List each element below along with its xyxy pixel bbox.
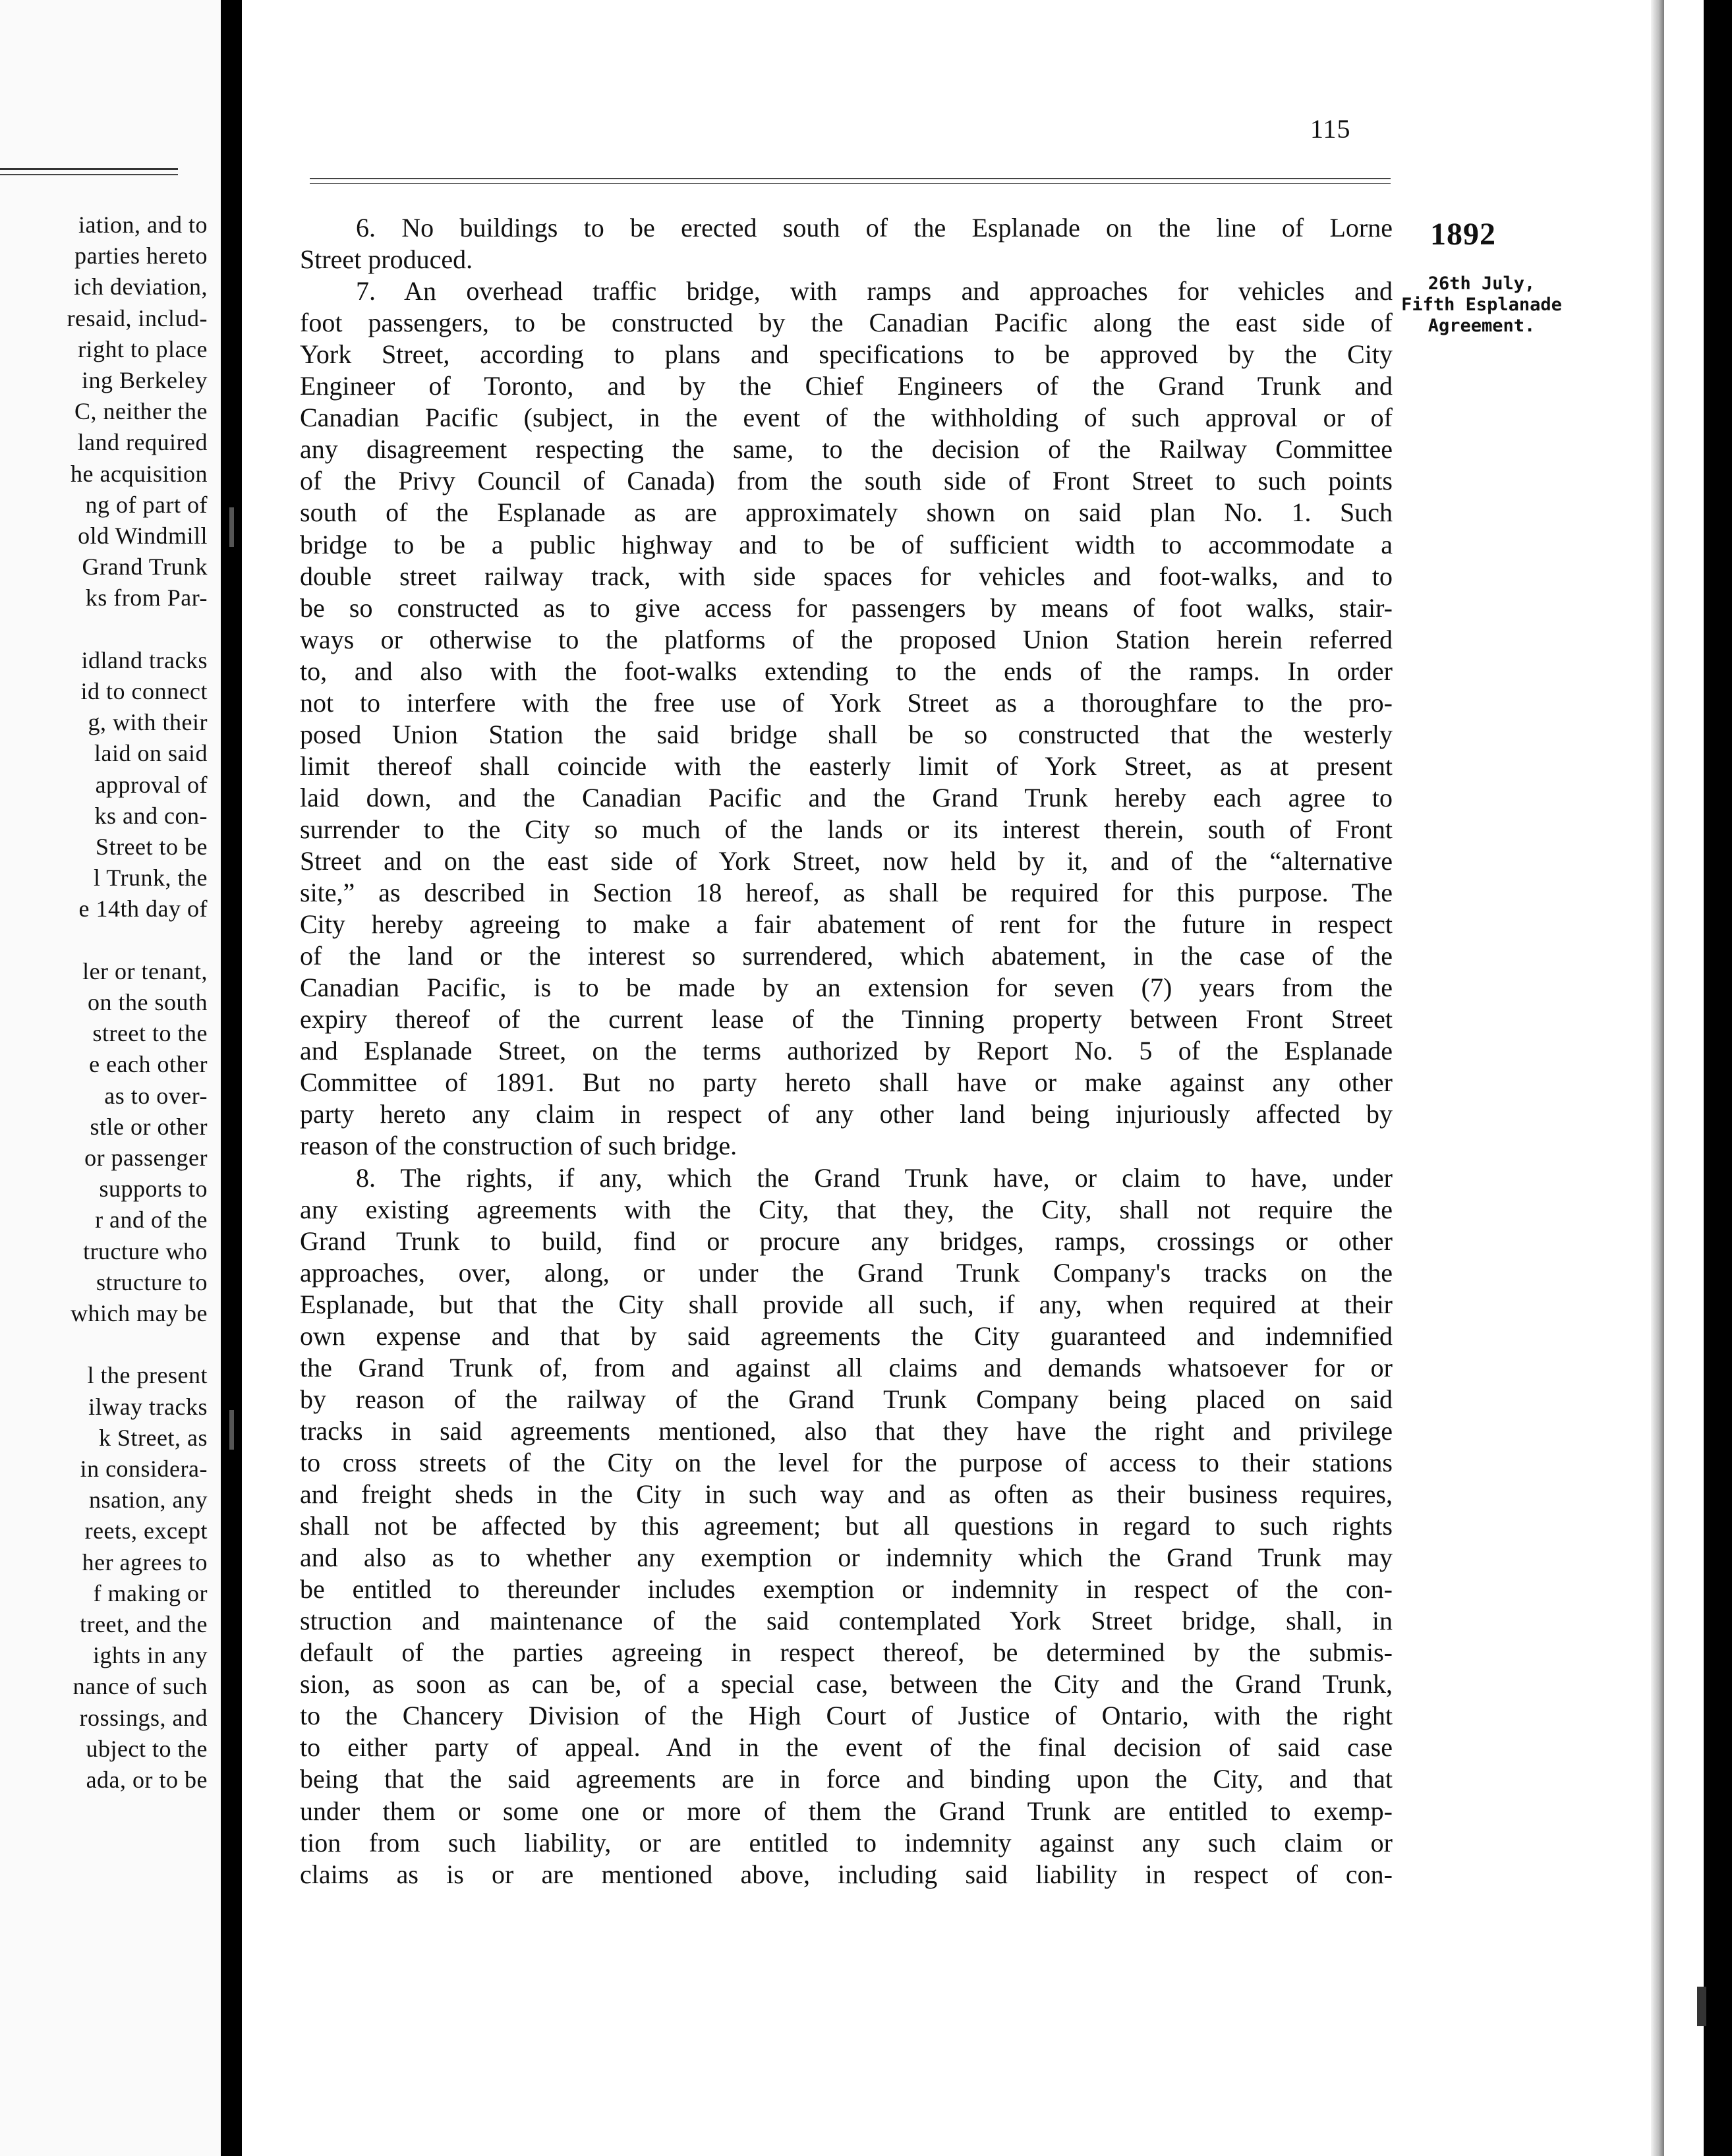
left-page-line: treet, and the	[80, 1611, 208, 1637]
body-text-line: 7. An overhead traffic bridge, with ramps and approaches for vehicles and	[356, 276, 1393, 306]
left-page-line: ich deviation,	[74, 273, 208, 300]
body-text-line: double street railway track, with side spaces for vehicles and foot-walks, and to	[300, 561, 1393, 591]
body-text-line: be entitled to thereunder includes exemption or indemnity in respect of the con-	[300, 1574, 1393, 1604]
left-page-line: old Windmill	[78, 523, 208, 549]
left-page-line: Street to be	[96, 834, 208, 860]
left-page-line: on the south	[88, 989, 208, 1015]
body-text-line: shall not be affected by this agreement; but all questions in regard to such rights	[300, 1511, 1393, 1541]
left-page-line: in considera-	[80, 1456, 208, 1482]
body-text-line: City hereby agreeing to make a fair abatement of rent for the future in respect	[300, 909, 1393, 940]
body-text-line: to, and also with the foot-walks extending to the ends of the ramps. In order	[300, 656, 1393, 686]
body-text-line: bridge to be a public highway and to be of sufficient width to accommodate a	[300, 529, 1393, 559]
body-text-line: tion from such liability, or are entitled to indemnity against any such claim or	[300, 1827, 1393, 1858]
left-page-line: he acquisition	[71, 460, 208, 487]
page-edge-shadow	[1651, 0, 1664, 2156]
left-page-line: iation, and to	[78, 212, 208, 238]
left-page-line: ler or tenant,	[82, 957, 208, 984]
body-text-line: not to interfere with the free use of York Street as a thoroughfare to the pro-	[300, 687, 1393, 718]
side-note-title: Fifth Esplanade	[1401, 295, 1562, 315]
left-page-line: id to connect	[80, 678, 208, 704]
body-text-line: 8. The rights, if any, which the Grand Trunk have, or claim to have, under	[356, 1162, 1393, 1193]
body-text-line: struction and maintenance of the said contemplated York Street bridge, shall, in	[300, 1606, 1393, 1636]
scan-border	[1704, 0, 1732, 2156]
left-page-line: approval of	[95, 771, 208, 798]
left-page-line: right to place	[78, 335, 208, 362]
gutter-mark	[229, 507, 234, 547]
left-page-line: reets, except	[84, 1518, 208, 1545]
body-text-line: 6. No buildings to be erected south of the Esplanade on the line of Lorne	[356, 213, 1393, 242]
body-text-line: any disagreement respecting the same, to the decision of the Railway Committee	[300, 434, 1393, 465]
margin-year: 1892	[1430, 217, 1496, 252]
left-page-line: land required	[77, 429, 208, 456]
left-page-rule	[0, 168, 178, 175]
body-text-line: party hereto any claim in respect of any other land being injuriously affected by	[300, 1099, 1393, 1129]
body-text-line: Street produced.	[300, 244, 473, 275]
body-text-line: and Esplanade Street, on the terms authorized by Report No. 5 of the Esplanade	[300, 1036, 1393, 1066]
body-text-line: default of the parties agreeing in respect thereof, be determined by the submis-	[300, 1637, 1393, 1668]
left-page-line: tructure who	[83, 1237, 208, 1264]
left-page-line: ks and con-	[94, 802, 208, 829]
body-text-line: claims as is or are mentioned above, including said liability in respect of con-	[300, 1859, 1393, 1889]
left-page-line: l the present	[87, 1362, 208, 1389]
side-note-subtitle: Agreement.	[1428, 316, 1536, 336]
left-page-line: parties hereto	[74, 242, 208, 270]
body-text-line: Street and on the east side of York Street, now held by it, and of the “alternative	[300, 846, 1393, 876]
left-page-line: supports to	[99, 1176, 208, 1203]
body-text-line: laid down, and the Canadian Pacific and the Grand Trunk hereby each agree to	[300, 782, 1393, 812]
left-page-line: ubject to the	[86, 1735, 208, 1762]
body-text-line: to cross streets of the City on the level for the purpose of access to their stations	[300, 1447, 1393, 1477]
body-text-line: limit thereof shall coincide with the easterly limit of York Street, as at present	[300, 751, 1393, 781]
scan-edge-mark	[1697, 1987, 1706, 2026]
body-text-line: site,” as described in Section 18 hereof, as shall be required for this purpose. The	[300, 878, 1393, 908]
page-number: 115	[1310, 114, 1351, 144]
body-text-line: to the Chancery Division of the High Court of Justice of Ontario, with the right	[300, 1701, 1393, 1731]
left-page-line: her agrees to	[82, 1548, 208, 1575]
body-text-line: Engineer of Toronto, and by the Chief Engineers of the Grand Trunk and	[300, 371, 1393, 401]
body-text-line: by reason of the railway of the Grand Trunk Company being placed on said	[300, 1384, 1393, 1414]
body-text-line: ways or otherwise to the platforms of the proposed Union Station herein referred	[300, 624, 1393, 654]
left-page-line: ng of part of	[85, 491, 208, 518]
left-page-line: r and of the	[95, 1206, 208, 1234]
body-text-line: approaches, over, along, or under the Grand Trunk Company's tracks on the	[300, 1257, 1393, 1288]
body-text-line: Canadian Pacific, is to be made by an extension for seven (7) years from the	[300, 973, 1393, 1003]
book-gutter	[221, 0, 242, 2156]
gutter-mark	[229, 1410, 234, 1450]
body-text-line: surrender to the City so much of the lands or its interest therein, south of Front	[300, 814, 1393, 844]
left-page-line: ks from Par-	[85, 584, 208, 611]
header-rule	[310, 178, 1391, 184]
left-page-line: nsation, any	[89, 1487, 208, 1514]
side-note-date: 26th July,	[1428, 273, 1536, 294]
body-text-line: Committee of 1891. But no party hereto shall have or make against any other	[300, 1067, 1393, 1098]
left-page-line: l Trunk, the	[93, 865, 208, 892]
left-page-line: structure to	[96, 1268, 208, 1295]
left-page-line: rossings, and	[79, 1704, 208, 1731]
body-text-line: and also as to whether any exemption or indemnity which the Grand Trunk may	[300, 1543, 1393, 1573]
left-page-line: street to the	[92, 1020, 208, 1047]
left-page-line: C, neither the	[74, 398, 208, 425]
body-text-line: Esplanade, but that the City shall provide all such, if any, when required at their	[300, 1289, 1393, 1319]
left-page-line: e each other	[89, 1051, 208, 1078]
left-page-line: as to over-	[104, 1082, 208, 1109]
left-page-line: laid on said	[94, 740, 208, 767]
body-text-line: foot passengers, to be constructed by the Canadian Pacific along the east side of	[300, 308, 1393, 338]
body-text-line: and freight sheds in the City in such way and as often as their business requires,	[300, 1479, 1393, 1509]
body-text-line: tracks in said agreements mentioned, also that they have the right and privilege	[300, 1415, 1393, 1446]
body-text-line: under them or some one or more of them the Grand Trunk are entitled to exemp-	[300, 1796, 1393, 1826]
left-page-line: or passenger	[84, 1145, 208, 1171]
body-text-line: sion, as soon as can be, of a special case, between the City and the Grand Trunk,	[300, 1669, 1393, 1699]
body-text-line: Canadian Pacific (subject, in the event of the withholding of such approval or of	[300, 403, 1393, 433]
left-page-line: Grand Trunk	[82, 553, 208, 581]
left-page-line: nance of such	[72, 1673, 208, 1700]
body-text-line: reason of the construction of such bridge.	[300, 1131, 737, 1161]
body-text-line: the Grand Trunk of, from and against all claims and demands whatsoever for or	[300, 1352, 1393, 1382]
body-text-line: to either party of appeal. And in the event of the final decision of said case	[300, 1732, 1393, 1763]
left-page-line: resaid, includ-	[67, 304, 208, 331]
left-page-line: which may be	[71, 1300, 208, 1326]
body-text-line: any existing agreements with the City, that they, the City, shall not require the	[300, 1194, 1393, 1224]
left-page-line: idland tracks	[81, 646, 208, 673]
left-page-line: stle or other	[90, 1113, 208, 1140]
body-text-line: of the land or the interest so surrendered, which abatement, in the case of the	[300, 941, 1393, 971]
body-text-line: own expense and that by said agreements the City guaranteed and indemnified	[300, 1320, 1393, 1351]
body-text-line: Grand Trunk to build, find or procure any bridges, ramps, crossings or other	[300, 1226, 1393, 1256]
left-page-line: k Street, as	[99, 1424, 208, 1451]
body-text-line: of the Privy Council of Canada) from the south side of Front Street to such points	[300, 466, 1393, 496]
left-page-line: ilway tracks	[88, 1393, 208, 1420]
body-text-line: York Street, according to plans and specifications to be approved by the City	[300, 339, 1393, 370]
body-text-line: south of the Esplanade as are approximately shown on said plan No. 1. Such	[300, 497, 1393, 528]
left-page-line: ada, or to be	[86, 1767, 208, 1793]
left-page-line: ights in any	[93, 1642, 208, 1669]
left-page-line: ing Berkeley	[82, 367, 208, 393]
left-page-line: e 14th day of	[78, 895, 208, 922]
body-text-line: be so constructed as to give access for passengers by means of foot walks, stair-	[300, 592, 1393, 623]
left-page-line: g, with their	[88, 709, 208, 736]
left-page-line: f making or	[93, 1579, 208, 1606]
body-text-line: expiry thereof of the current lease of the Tinning property between Front Street	[300, 1004, 1393, 1035]
body-text-line: posed Union Station the said bridge shall be so constructed that the westerly	[300, 719, 1393, 749]
left-facing-page	[0, 0, 221, 2156]
body-text-line: being that the said agreements are in force and binding upon the City, and that	[300, 1764, 1393, 1794]
